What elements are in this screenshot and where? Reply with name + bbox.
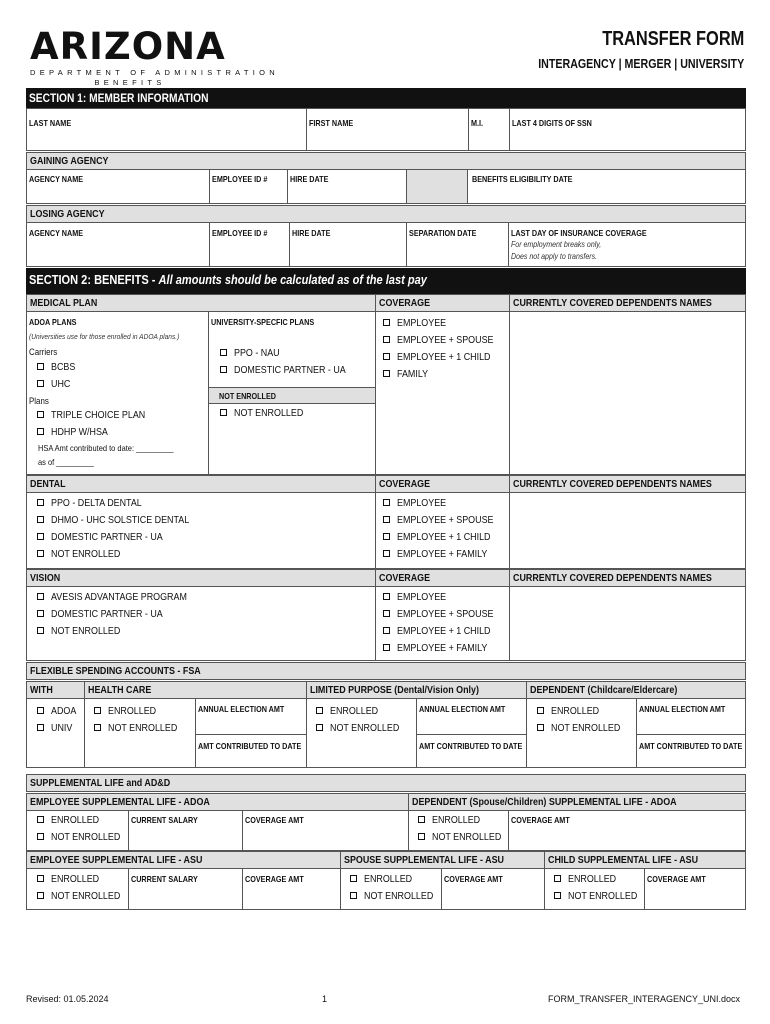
last-name-field[interactable] (26, 108, 307, 151)
checkbox[interactable] (37, 550, 44, 557)
fsa-dep-contributed-field[interactable] (636, 734, 746, 768)
checkbox[interactable] (37, 892, 44, 899)
fsa-adoa-option[interactable]: ADOA (37, 703, 81, 720)
emp-adoa-not-enrolled-option[interactable]: NOT ENROLLED (37, 829, 133, 846)
gaining-shaded-cell (406, 169, 468, 204)
bcbs-option[interactable]: BCBS (37, 359, 80, 376)
first-name-label: FIRST NAME (309, 118, 354, 128)
gaining-agency-header: GAINING AGENCY (26, 152, 746, 170)
gaining-employee-id-label: EMPLOYEE ID # (212, 174, 268, 184)
page-number: 1 (322, 994, 328, 1004)
emp-adoa-salary-label: CURRENT SALARY (131, 815, 198, 825)
emp-asu-not-enrolled-option[interactable]: NOT ENROLLED (37, 888, 133, 905)
medical-coverage-family[interactable]: FAMILY (383, 366, 434, 383)
checkbox[interactable] (554, 875, 561, 882)
mi-label: M.I. (471, 118, 484, 128)
checkbox[interactable] (383, 533, 390, 540)
section1-header: SECTION 1: MEMBER INFORMATION (26, 88, 746, 108)
losing-employee-id-label: EMPLOYEE ID # (212, 228, 268, 238)
ppo-nau-checkbox[interactable] (220, 349, 227, 356)
logo-department: DEPARTMENT OF ADMINISTRATION (30, 68, 280, 77)
medical-coverage-child[interactable]: EMPLOYEE + 1 CHILD (383, 349, 507, 366)
fsa-lp-contributed-label: AMT CONTRIBUTED TO DATE (419, 741, 523, 751)
uhc-checkbox[interactable] (37, 380, 44, 387)
checkbox[interactable] (383, 319, 390, 326)
checkbox[interactable] (37, 533, 44, 540)
gaining-hire-date-label: HIRE DATE (290, 174, 329, 184)
fsa-dependent-header: DEPENDENT (Childcare/Eldercare) (526, 681, 746, 699)
vision-coverage-header: COVERAGE (375, 569, 510, 587)
checkbox[interactable] (37, 593, 44, 600)
adoa-plans-note: (Universities use for those enrolled in ADOA plans.) (29, 332, 180, 341)
vision-header: VISION (26, 569, 376, 587)
checkbox[interactable] (418, 833, 425, 840)
checkbox[interactable] (316, 724, 323, 731)
checkbox[interactable] (37, 875, 44, 882)
medical-dp-ua-option[interactable]: DOMESTIC PARTNER - UA (220, 362, 365, 379)
dental-dependents-header: CURRENTLY COVERED DEPENDENTS NAMES (509, 475, 746, 493)
checkbox[interactable] (537, 707, 544, 714)
dental-dependents-field[interactable] (509, 492, 746, 569)
checkbox[interactable] (554, 892, 561, 899)
gaining-eligibility-label: BENEFITS ELIGIBILITY DATE (472, 174, 573, 184)
plans-label: Plans (29, 396, 49, 406)
dental-ppo-option[interactable]: PPO - DELTA DENTAL (37, 495, 158, 512)
supplemental-header: SUPPLEMENTAL LIFE and AD&D (26, 774, 746, 792)
vision-not-enrolled-option[interactable]: NOT ENROLLED (37, 623, 133, 640)
logo-benefits: BENEFITS (94, 78, 166, 87)
vision-dependents-header: CURRENTLY COVERED DEPENDENTS NAMES (509, 569, 746, 587)
emp-asu-enrolled-option[interactable]: ENROLLED (37, 871, 108, 888)
checkbox[interactable] (37, 627, 44, 634)
hsa-as-of-line[interactable]: as of _________ (38, 457, 94, 467)
dental-not-enrolled-option[interactable]: NOT ENROLLED (37, 546, 133, 563)
fsa-hc-not-enrolled-option[interactable]: NOT ENROLLED (94, 720, 190, 737)
checkbox[interactable] (383, 370, 390, 377)
dep-adoa-coverage-label: COVERAGE AMT (511, 815, 570, 825)
checkbox[interactable] (383, 644, 390, 651)
logo-word: ARIZONA (30, 25, 226, 68)
fsa-hc-annual-label: ANNUAL ELECTION AMT (198, 704, 285, 714)
ppo-nau-option[interactable]: PPO - NAU (220, 345, 288, 362)
fsa-hc-contributed-field[interactable] (195, 734, 307, 768)
last-name-label: LAST NAME (29, 118, 72, 128)
arizona-logo (30, 25, 280, 87)
fsa-hc-enrolled-option[interactable]: ENROLLED (94, 703, 165, 720)
checkbox[interactable] (383, 353, 390, 360)
triple-choice-option[interactable]: TRIPLE CHOICE PLAN (37, 407, 162, 424)
uhc-option[interactable]: UHC (37, 376, 74, 393)
checkbox[interactable] (383, 336, 390, 343)
first-name-field[interactable] (306, 108, 469, 151)
vision-dependents-field[interactable] (509, 586, 746, 661)
vision-coverage-spouse[interactable]: EMPLOYEE + SPOUSE (383, 606, 511, 623)
dep-adoa-enrolled-option[interactable]: ENROLLED (418, 812, 489, 829)
vision-coverage-family[interactable]: EMPLOYEE + FAMILY (383, 640, 503, 657)
dental-coverage-spouse[interactable]: EMPLOYEE + SPOUSE (383, 512, 511, 529)
last-day-coverage-label: LAST DAY OF INSURANCE COVERAGE (511, 228, 647, 238)
child-asu-enrolled-option[interactable]: ENROLLED (554, 871, 625, 888)
carriers-label: Carriers (29, 347, 58, 357)
hsa-amount-line[interactable]: HSA Amt contributed to date: _________ (38, 443, 174, 453)
triple-choice-checkbox[interactable] (37, 411, 44, 418)
gaining-agency-name-label: AGENCY NAME (29, 174, 84, 184)
checkbox[interactable] (383, 593, 390, 600)
emp-asu-coverage-label: COVERAGE AMT (245, 874, 304, 884)
checkbox[interactable] (37, 610, 44, 617)
vision-dp-ua-option[interactable]: DOMESTIC PARTNER - UA (37, 606, 182, 623)
losing-hire-date-label: HIRE DATE (292, 228, 331, 238)
fsa-lp-contributed-field[interactable] (416, 734, 527, 768)
losing-agency-header: LOSING AGENCY (26, 205, 746, 223)
adoa-plans-label: ADOA PLANS (29, 317, 77, 327)
fsa-dep-contributed-label: AMT CONTRIBUTED TO DATE (639, 741, 743, 751)
emp-supp-asu-header: EMPLOYEE SUPPLEMENTAL LIFE - ASU (26, 851, 341, 869)
emp-supp-adoa-header: EMPLOYEE SUPPLEMENTAL LIFE - ADOA (26, 793, 409, 811)
medical-not-enrolled-option[interactable]: NOT ENROLLED (220, 405, 316, 422)
checkbox[interactable] (350, 875, 357, 882)
fsa-dep-not-enrolled-option[interactable]: NOT ENROLLED (537, 720, 633, 737)
checkbox[interactable] (94, 724, 101, 731)
vision-coverage-employee[interactable]: EMPLOYEE (383, 589, 455, 606)
fsa-header: FLEXIBLE SPENDING ACCOUNTS - FSA (26, 662, 746, 680)
medical-dependents-header: CURRENTLY COVERED DEPENDENTS NAMES (509, 294, 746, 312)
checkbox[interactable] (37, 724, 44, 731)
checkbox[interactable] (383, 516, 390, 523)
dental-coverage-header: COVERAGE (375, 475, 510, 493)
dental-coverage-child[interactable]: EMPLOYEE + 1 CHILD (383, 529, 507, 546)
fsa-hc-contributed-label: AMT CONTRIBUTED TO DATE (198, 741, 302, 751)
checkbox[interactable] (350, 892, 357, 899)
vision-avesis-option[interactable]: AVESIS ADVANTAGE PROGRAM (37, 589, 211, 606)
emp-asu-salary-label: CURRENT SALARY (131, 874, 198, 884)
file-name: FORM_TRANSFER_INTERAGENCY_UNI.docx (547, 994, 740, 1004)
vision-coverage-child[interactable]: EMPLOYEE + 1 CHILD (383, 623, 507, 640)
not-enrolled-label: NOT ENROLLED (219, 391, 277, 401)
checkbox[interactable] (383, 499, 390, 506)
middle-initial-field[interactable] (468, 108, 510, 151)
child-supp-asu-header: CHILD SUPPLEMENTAL LIFE - ASU (544, 851, 746, 869)
medical-not-enrolled-checkbox[interactable] (220, 409, 227, 416)
dental-header: DENTAL (26, 475, 376, 493)
separation-date-label: SEPARATION DATE (409, 228, 477, 238)
university-plans-label: UNIVERSITY-SPECFIC PLANS (211, 317, 315, 327)
fsa-univ-option[interactable]: UNIV (37, 720, 76, 737)
ssn-label: LAST 4 DIGITS OF SSN (512, 118, 592, 128)
spouse-asu-enrolled-option[interactable]: ENROLLED (350, 871, 421, 888)
checkbox[interactable] (37, 499, 44, 506)
emp-adoa-coverage-label: COVERAGE AMT (245, 815, 304, 825)
spouse-asu-coverage-label: COVERAGE AMT (444, 874, 503, 884)
fsa-lp-annual-label: ANNUAL ELECTION AMT (419, 704, 506, 714)
dep-adoa-not-enrolled-option[interactable]: NOT ENROLLED (418, 829, 514, 846)
dep-supp-adoa-header: DEPENDENT (Spouse/Children) SUPPLEMENTAL LIFE - ADOA (408, 793, 746, 811)
checkbox[interactable] (37, 707, 44, 714)
emp-adoa-enrolled-option[interactable]: ENROLLED (37, 812, 108, 829)
checkbox[interactable] (37, 516, 44, 523)
fsa-dep-annual-label: ANNUAL ELECTION AMT (639, 704, 726, 714)
fsa-lp-enrolled-option[interactable]: ENROLLED (316, 703, 387, 720)
fsa-health-care-header: HEALTH CARE (84, 681, 307, 699)
hdhp-checkbox[interactable] (37, 428, 44, 435)
checkbox[interactable] (418, 816, 425, 823)
revised-date: Revised: 01.05.2024 (26, 994, 109, 1004)
losing-agency-name-label: AGENCY NAME (29, 228, 84, 238)
form-subtitle: INTERAGENCY | MERGER | UNIVERSITY (538, 56, 744, 71)
dental-coverage-family[interactable]: EMPLOYEE + FAMILY (383, 546, 503, 563)
checkbox[interactable] (37, 816, 44, 823)
medical-dependents-field[interactable] (509, 311, 746, 475)
checkbox[interactable] (316, 707, 323, 714)
spouse-supp-asu-header: SPOUSE SUPPLEMENTAL LIFE - ASU (340, 851, 545, 869)
bcbs-checkbox[interactable] (37, 363, 44, 370)
spouse-asu-not-enrolled-option[interactable]: NOT ENROLLED (350, 888, 446, 905)
checkbox[interactable] (537, 724, 544, 731)
ssn-field[interactable] (509, 108, 746, 151)
medical-coverage-employee[interactable]: EMPLOYEE (383, 315, 455, 332)
hdhp-option[interactable]: HDHP W/HSA (37, 424, 118, 441)
section2-header: SECTION 2: BENEFITS - All amounts should be calculated as of the last pay (26, 268, 746, 294)
medical-coverage-spouse[interactable]: EMPLOYEE + SPOUSE (383, 332, 511, 349)
fsa-dep-enrolled-option[interactable]: ENROLLED (537, 703, 608, 720)
medical-plan-header: MEDICAL PLAN (26, 294, 376, 312)
child-asu-coverage-label: COVERAGE AMT (647, 874, 706, 884)
dental-dp-ua-option[interactable]: DOMESTIC PARTNER - UA (37, 529, 182, 546)
checkbox[interactable] (383, 610, 390, 617)
fsa-lp-not-enrolled-option[interactable]: NOT ENROLLED (316, 720, 412, 737)
checkbox[interactable] (383, 627, 390, 634)
checkbox[interactable] (37, 833, 44, 840)
form-title: TRANSFER FORM (601, 28, 744, 50)
medical-coverage-header: COVERAGE (375, 294, 510, 312)
dental-coverage-employee[interactable]: EMPLOYEE (383, 495, 455, 512)
fsa-with-header: WITH (26, 681, 85, 699)
last-day-note-2: Does not apply to transfers. (511, 252, 598, 261)
checkbox[interactable] (94, 707, 101, 714)
checkbox[interactable] (383, 550, 390, 557)
dental-dhmo-option[interactable]: DHMO - UHC SOLSTICE DENTAL (37, 512, 214, 529)
child-asu-not-enrolled-option[interactable]: NOT ENROLLED (554, 888, 650, 905)
last-day-note-1: For employment breaks only, (511, 240, 602, 249)
fsa-limited-header: LIMITED PURPOSE (Dental/Vision Only) (306, 681, 527, 699)
medical-dp-ua-checkbox[interactable] (220, 366, 227, 373)
